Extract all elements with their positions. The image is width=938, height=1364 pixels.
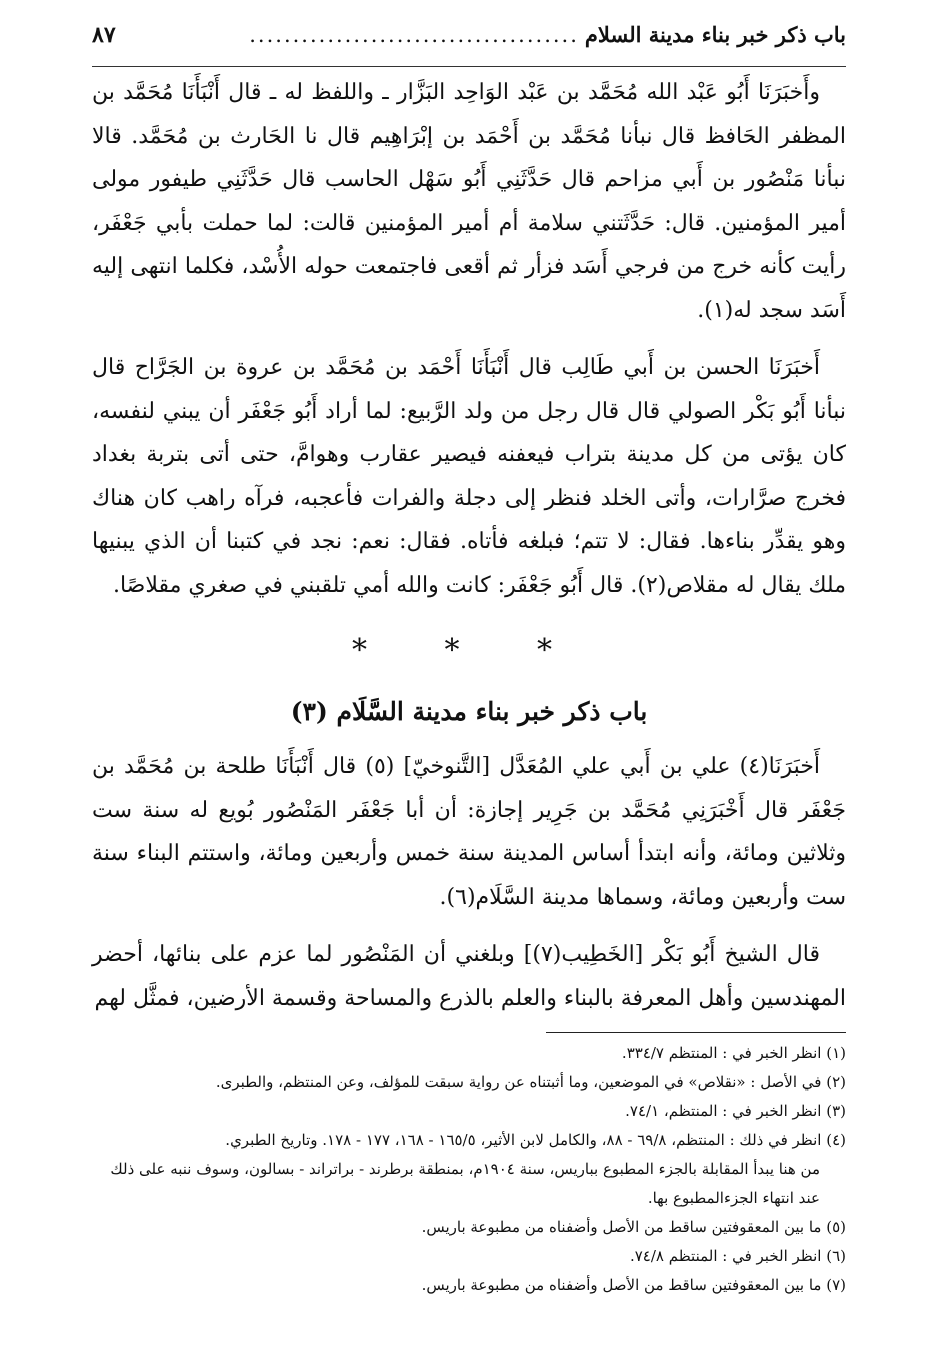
footnote-separator-line [546,1032,846,1033]
running-head-title: باب ذكر خبر بناء مدينة السلام [584,22,846,47]
running-head [92,22,846,67]
chapter-text [92,745,846,1020]
footnote-6: (٦) انظر الخبر في : المنتظم ٧٤/٨. [629,1247,846,1265]
footnote-5: (٥) ما بين المعقوفتين ساقط من الأصل وأضفناه من مطبوعة باريس. [421,1218,846,1236]
main-text [92,71,846,607]
section-separator-stars: * * * [351,633,587,668]
footnote-4-note: من هنا يبدأ المقابلة بالجزء المطبوع بباريس، سنة ١٩٠٤م، بمنطقة برطرند - براتراند - بسالون، وسوف ننبه على ذلك عند انتهاء الجزءالمطبوع بها. [110,1160,820,1207]
footnote-4: (٤) انظر في ذلك : المنتظم، ٦٩/٨ - ٨٨، والكامل لابن الأثير، ١٦٥/٥ - ١٦٨، ١٧٧ - ١٧٨. وتاريخ الطبري. [225,1131,846,1149]
running-head-leader-dots: ...................................... [249,23,579,47]
chapter-paragraph-2: قال الشيخ أَبُو بَكْر [الخَطِيب(٧)] وبلغني أن المَنْصُور لما عزم على بنائها، أحضر المهندسين وأهل المعرفة بالبناء والعلم بالذرع والمساحة وقسمة الأرضين، فمثَّل لهم [92,942,846,1011]
footnote-3: (٣) انظر الخبر في : المنتظم، ٧٤/١. [625,1102,846,1120]
footnote-1: (١) انظر الخبر في : المنتظم ٣٣٤/٧. [621,1044,846,1062]
chapter-heading: باب ذكر خبر بناء مدينة السَّلَام (٣) [290,697,648,726]
footnote-2: (٢) في الأصل : «نقلاص» في الموضعين، وما أثبتناه عن رواية سبقت للمؤلف، وعن المنتظم، والطبرى. [215,1073,846,1091]
footnotes [92,1039,846,1300]
page-number: ٨٧ [92,22,116,48]
chapter-paragraph-1: أَخبَرَنَا(٤) علي بن أَبي علي المُعَدَّل [التَّنوخيّ] (٥) قال أَنْبَأَنَا طلحة بن مُحَمَّد بن جَعْفَر قال أَخْبَرَنِي مُحَمَّد بن جَرِير إجازة: أن أبا جَعْفَر المَنْصُور بُويع له سنة ست وثلاثين ومائة، وأنه ابتدأ أساس المدينة سنة خمس وأربعين ومائة، واستتم البناء سنة ست وأربعين ومائة، وسماها مدينة السَّلَام(٦). [92,754,846,910]
paragraph-2: أَخبَرَنَا الحسن بن أَبي طَالِب قال أَنْبَأَنَا أَحْمَد بن مُحَمَّد بن عروة بن الجَرَّاح قال نبأنا أَبُو بَكْر الصولي قال قال رجل من ولد الرَّبيع: لما أراد أَبُو جَعْفَر أن يبني لنفسه، كان يؤتى من كل مدينة بتراب فيعفنه فيصير عقارب وهوامَّ، حتى أتى بتربة بغداد فخرج صرَّارات، وأتى الخلد فنظر إلى دجلة والفرات فأعجبه، فرآه راهب كان هناك وهو يقدِّر بناءها. فقال: لا تتم؛ فبلغه فأتاه. فقال: نعم: نجد في كتبنا أن الذي يبنيها ملك يقال له مقلاص(٢). قال أَبُو جَعْفَر: كانت والله أمي تلقبني في صغري مقلاصًا. [92,355,846,598]
paragraph-1: وأَخبَرَنَا أَبُو عَبْد الله مُحَمَّد بن عَبْد الوَاحِد البَزَّار ـ واللفظ له ـ قال أَنْبَأَنَا مُحَمَّد بن المظفر الحَافظ قال نبأنا مُحَمَّد بن أَحْمَد بن إبْرَاهِيم قال نا الحَارث بن مُحَمَّد. قالا نبأنا مَنْصُور بن أَبي مزاحم قال حَدَّثَنِي أَبُو سَهْل الحاسب قال حَدَّثَنِي طيفور مولى أمير المؤمنين. قال: حَدَّثَتني سلامة أم أمير المؤمنين قالت: لما حملت بأبي جَعْفَر، رأيت كأنه خرج من فرجي أَسَد فزأر ثم أقعى فاجتمعت حوله الأُسْد، فكلما انتهى إليه أَسَد سجد له(١). [92,80,846,323]
footnote-7: (٧) ما بين المعقوفتين ساقط من الأصل وأضفناه من مطبوعة باريس. [421,1276,846,1294]
